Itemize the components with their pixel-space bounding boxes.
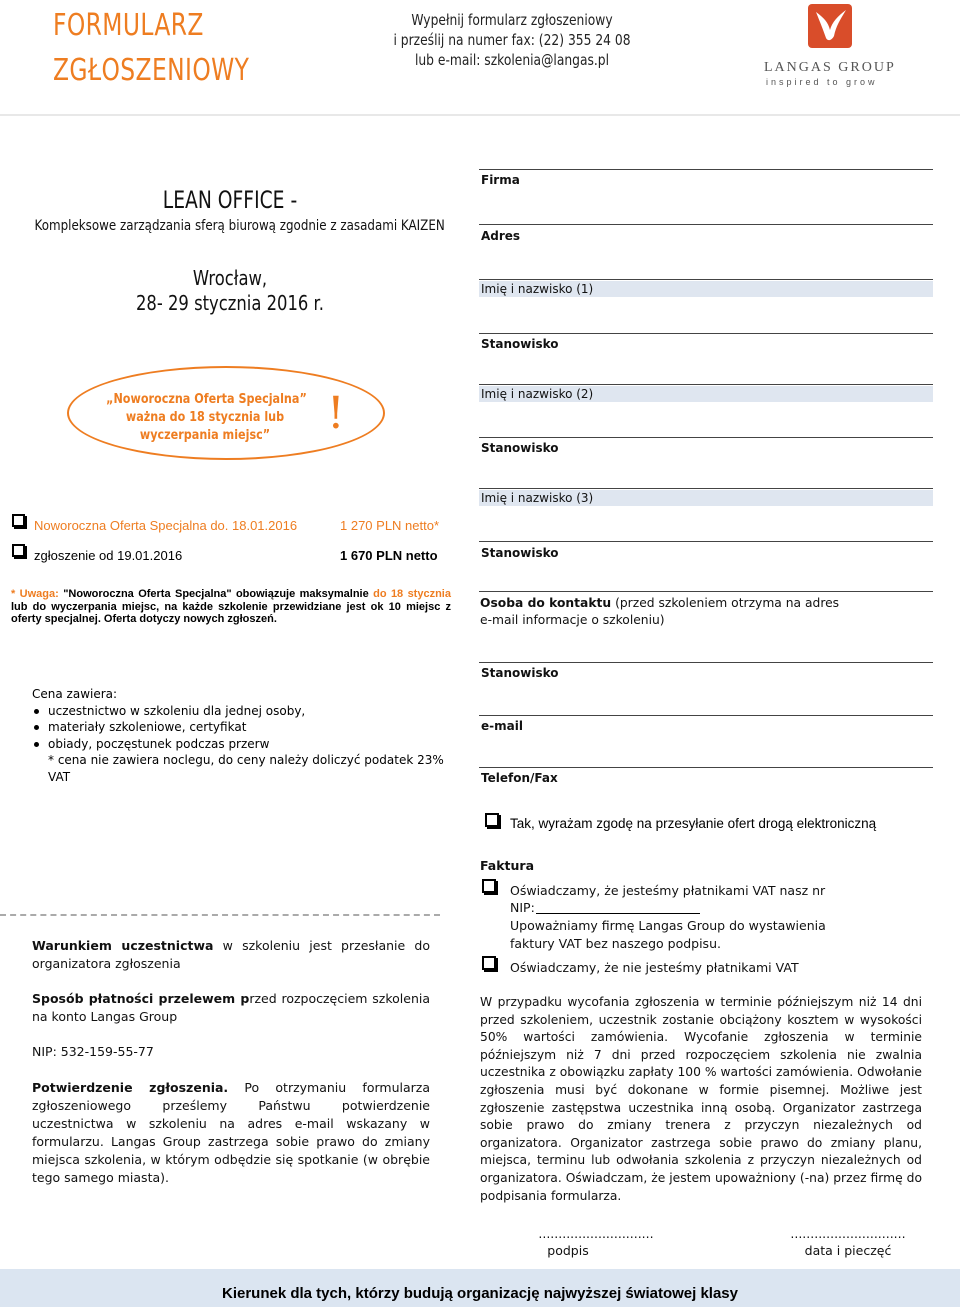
signature-label: podpis <box>547 1243 589 1258</box>
conditions-participation-text: w szkoleniu jest przesłanie do organizatora zgłoszenia <box>32 938 430 971</box>
field-stanowisko1-label[interactable]: Stanowisko <box>481 337 559 351</box>
price-option-regular-checkbox[interactable] <box>12 544 25 557</box>
offer-line-2: ważna do 18 stycznia lub <box>125 410 285 425</box>
field-rule <box>479 591 933 592</box>
field-rule <box>479 169 933 170</box>
field-imie2-label[interactable]: Imię i nazwisko (2) <box>481 387 594 401</box>
field-contact-label[interactable] <box>480 595 839 613</box>
signature-dots: ............................. <box>538 1226 654 1241</box>
cancellation-policy: W przypadku wycofania zgłoszenia w terminie późniejszym niż 14 dni przed szkoleniem, uczestnik zostanie obciążony kosztem w wysokości 50% wartości zamówienia. Wycofanie zgłoszenia w terminie późniejszym niż 7 dni przed rozpoczęciem szkolenia nie zwalnia uczestnika z obowiązku zapłaty 100 % wartości zamówienia. Odwołanie zgłoszenia musi być dokonane w formie pisemnej. Możliwe jest zgłoszenie zastępstwa uczestnika inną osobą. Organizator zastrzega sobie prawo do zmiany trenera z przyczyn niezależnych od organizatora. Organizator zastrzega sobie prawo do zmiany planu, miejsca, terminu lub odwołania szkolenia z przyczyn niezależnych od organizatora. Oświadczam, że jestem upoważniony (-na) przez firmę do podpisania formularza. <box>480 995 922 1203</box>
price-label-regular: zgłoszenie od 19.01.2016 <box>34 548 183 563</box>
field-stanowisko3-label[interactable]: Stanowisko <box>481 546 559 560</box>
form-title-line2: ZGŁOSZENIOWY <box>53 53 250 88</box>
field-rule <box>479 437 933 438</box>
invoice-opt1-line4: faktury VAT bez naszego podpisu. <box>510 936 721 951</box>
offer-line-1: „Noworoczna Oferta Specjalna” <box>106 392 307 407</box>
header-instruction-3: lub e-mail: szkolenia@langas.pl <box>414 51 610 69</box>
field-rule <box>479 333 933 334</box>
field-rule <box>479 488 933 489</box>
price-option-special-checkbox[interactable] <box>12 514 25 527</box>
field-firma-label[interactable]: Firma <box>481 173 520 187</box>
list-item: obiady, poczęstunek podczas przerw <box>32 736 452 753</box>
conditions-participation <box>32 937 430 973</box>
conditions-payment-text: rzed rozpoczęciem szkolenia na konto Langas Group <box>32 991 430 1024</box>
invoice-heading: Faktura <box>480 858 535 873</box>
invoice-nip-label <box>510 899 535 917</box>
field-rule <box>479 224 933 225</box>
field-imie3-label[interactable]: Imię i nazwisko (3) <box>481 491 594 505</box>
header-divider <box>0 114 960 116</box>
field-adres-label[interactable]: Adres <box>481 229 521 243</box>
contact-rest: (przed szkoleniem otrzyma na adres <box>611 596 840 610</box>
form-title-line1: FORMULARZ <box>53 8 204 43</box>
conditions-payment <box>32 990 430 1026</box>
note-part2: lub do wyczerpania miejsc, na każde szkolenie przewidziane jest ok 10 miejsc z oferty specjalnej. Oferta dotyczy nowych zgłoszeń. <box>11 600 451 625</box>
price-includes-footnote: * cena nie zawiera noclegu, do ceny należy doliczyć podatek 23% VAT <box>48 753 444 784</box>
note-date: do 18 stycznia <box>373 588 451 600</box>
offer-note <box>11 588 451 626</box>
price-value-special: 1 270 PLN netto* <box>340 518 440 533</box>
header-instruction-1: Wypełnij formularz zgłoszeniowy <box>411 11 613 29</box>
price-includes-heading: Cena zawiera: <box>32 687 118 701</box>
field-rule <box>479 662 933 663</box>
header-instruction-2: i prześlij na numer fax: (22) 355 24 08 <box>393 31 631 49</box>
conditions-participation-bold: Warunkiem uczestnictwa <box>32 938 214 953</box>
date-stamp-dots: ............................. <box>790 1226 906 1241</box>
footer-slogan: Kierunek dla tych, którzy budują organizację najwyższej światowej klasy <box>221 1285 738 1302</box>
field-rule <box>479 384 933 385</box>
list-item: uczestnictwo w szkoleniu dla jednej osoby, <box>32 703 452 720</box>
field-stanowisko4-label[interactable]: Stanowisko <box>481 666 559 680</box>
contact-bold: Osoba do kontaktu <box>480 596 612 610</box>
price-includes-list <box>32 703 452 753</box>
invoice-non-vat-checkbox[interactable] <box>482 956 496 970</box>
logo-tagline: inspired to grow <box>766 77 878 87</box>
invoice-opt1-line3: Upoważniamy firmę Langas Group do wystawienia <box>510 918 826 933</box>
field-telefon-label[interactable]: Telefon/Fax <box>481 771 558 785</box>
consent-checkbox[interactable] <box>485 813 499 827</box>
course-title: LEAN OFFICE - <box>162 186 298 214</box>
exclamation-icon: ! <box>327 388 345 439</box>
price-value-regular: 1 670 PLN netto <box>340 548 438 563</box>
offer-line-3: wyczerpania miejsc” <box>139 428 271 443</box>
invoice-nip-text: NIP: <box>510 900 535 915</box>
note-star: * Uwaga: <box>11 588 59 600</box>
price-includes <box>32 686 452 785</box>
course-subtitle: Kompleksowe zarządzania sferą biurową zgodnie z zasadami KAIZEN <box>34 218 445 234</box>
course-dates: 28- 29 stycznia 2016 r. <box>135 291 325 315</box>
invoice-vat-payer-checkbox[interactable] <box>482 879 496 893</box>
price-label-special: Noworoczna Oferta Specjalna do. 18.01.2016 <box>34 518 298 533</box>
logo-company-name: LANGAS GROUP <box>764 60 896 75</box>
field-contact-line2: e-mail informacje o szkoleniu) <box>480 613 665 627</box>
conditions-payment-bold: Sposób płatności przelewem p <box>32 991 250 1006</box>
field-rule <box>479 279 933 280</box>
langas-logo-icon <box>808 4 852 48</box>
conditions-confirmation <box>32 1079 430 1187</box>
field-email-label[interactable]: e-mail <box>481 719 523 733</box>
course-city: Wrocław, <box>192 266 268 290</box>
field-imie1-label[interactable]: Imię i nazwisko (1) <box>481 282 594 296</box>
list-item: materiały szkoleniowe, certyfikat <box>32 719 452 736</box>
conditions-confirmation-text: Po otrzymaniu formularza zgłoszeniowego prześlemy Państwu potwierdzenie uczestnictwa w szkoleniu na adres e-mail wskazany w formularzu. Langas Group zastrzega sobie prawo do zmiany miejsca szkolenia, w którym odbędzie się spotkanie (w obrębie tego samego miasta). <box>32 1080 430 1185</box>
field-rule <box>479 715 933 716</box>
conditions-nip: NIP: 532-159-55-77 <box>32 1044 154 1059</box>
consent-label: Tak, wyrażam zgodę na przesyłanie ofert drogą elektroniczną <box>510 816 877 831</box>
dashed-cut-line <box>0 914 440 916</box>
invoice-opt1-line1: Oświadczamy, że jesteśmy płatnikami VAT nasz nr <box>510 883 826 898</box>
invoice-nip-input[interactable] <box>536 913 700 914</box>
date-stamp-label: data i pieczęć <box>804 1243 892 1258</box>
field-rule <box>479 541 933 542</box>
invoice-opt2: Oświadczamy, że nie jesteśmy płatnikami VAT <box>510 960 799 975</box>
conditions-confirmation-bold: Potwierdzenie zgłoszenia. <box>32 1080 229 1095</box>
note-part1: "Noworoczna Oferta Specjalna" obowiązuje maksymalnie <box>58 588 374 600</box>
field-rule <box>479 767 933 768</box>
field-stanowisko2-label[interactable]: Stanowisko <box>481 441 559 455</box>
